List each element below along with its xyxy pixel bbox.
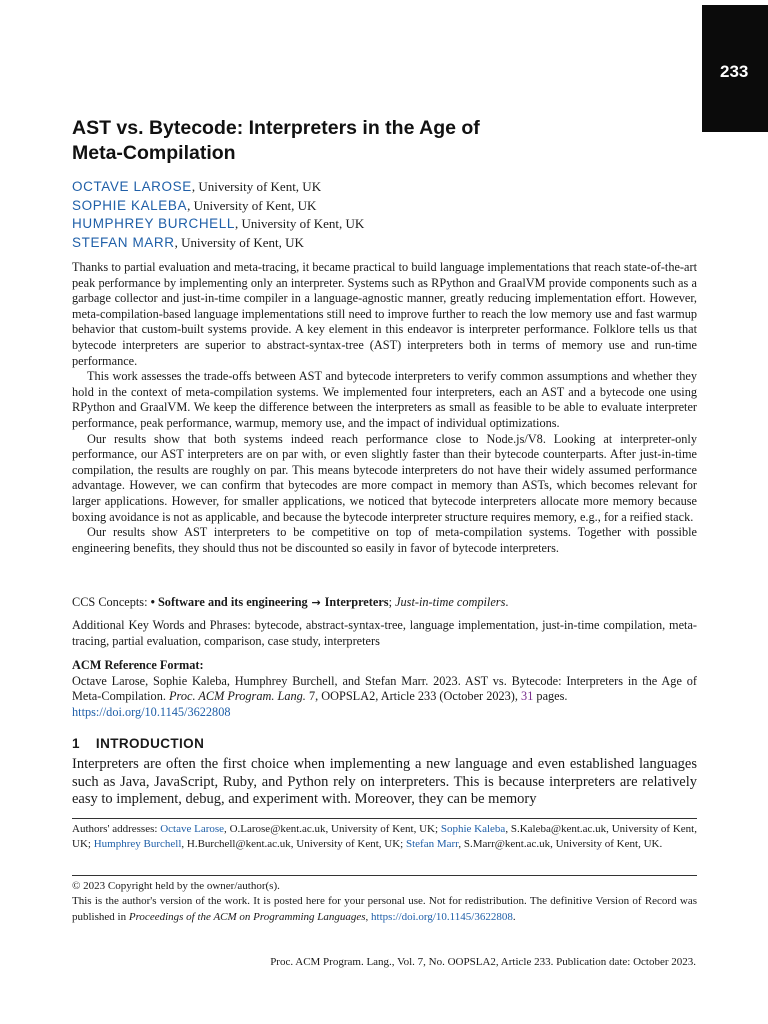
- copyright-line: © 2023 Copyright held by the owner/author(s).: [72, 880, 280, 892]
- author-address-text: , S.Marr@kent.ac.uk, University of Kent, UK.: [458, 838, 663, 851]
- ccs-italic-concept: Just-in-time compilers: [395, 595, 506, 609]
- page-count-link[interactable]: 31: [521, 689, 534, 704]
- copyright-divider: [72, 875, 697, 876]
- authors-addresses-footnote: [72, 822, 697, 853]
- abstract-paragraph: Our results show AST interpreters to be competitive on top of meta-compilation systems. Together with possible engineering benefits, they should thus not be discounted so easily in favor of bytecode interpreters.: [72, 525, 697, 555]
- keywords: Additional Key Words and Phrases: bytecode, abstract-syntax-tree, language implementation, just-in-time compilation, meta-tracing, partial evaluation, comparison, case study, interpreters: [72, 618, 697, 648]
- copyright-text: This is the author's version of the work. It is posted here for your personal use. Not for redistribution. The definitive Version of Record was published in: [72, 895, 697, 923]
- abstract-paragraph: Thanks to partial evaluation and meta-tracing, it became practical to build language implementations that reach state-of-the-art peak performance by implementing only an interpreter. Systems such as RPython and GraalVM provide components such as a garbage collector and just-in-time compiler in a language-agnostic manner, greatly reducing implementation effort. However, meta-compilation-based language implementations still need to improve further to reach the low memory use and fast warmup behavior that custom-built systems provide. A key element in this endeavor is interpreter performance. Folklore tells us that bytecode interpreters are superior to abstract-syntax-tree (AST) interpreters both in terms of memory use and run-time performance.: [72, 260, 697, 368]
- acm-reference-text: pages.: [533, 689, 568, 704]
- section-title: INTRODUCTION: [95, 736, 205, 751]
- author-address-link[interactable]: Humphrey Burchell: [93, 838, 182, 851]
- author-address-text: , S.Kaleba@kent.ac.uk, University of Kent, UK;: [72, 823, 697, 851]
- doi-link[interactable]: https://doi.org/10.1145/3622808: [72, 704, 231, 719]
- author-affiliation: , University of Kent, UK: [191, 179, 322, 194]
- author-address-text: , H.Burchell@kent.ac.uk, University of Kent, UK;: [181, 838, 406, 851]
- ccs-bullet: •: [150, 595, 158, 609]
- copyright-journal: Proceedings of the ACM on Programming Languages: [128, 910, 366, 923]
- acm-reference-text: Octave Larose, Sophie Kaleba, Humphrey Burchell, and Stefan Marr. 2023. AST vs. Bytecode: Interpreters in the Age of Meta-Compilation.: [72, 673, 697, 704]
- copyright-end: .: [512, 910, 516, 923]
- author-address-link[interactable]: Octave Larose: [160, 823, 225, 835]
- page-footer: Proc. ACM Program. Lang., Vol. 7, No. OOPSLA2, Article 233. Publication date: October 2023.: [270, 956, 696, 968]
- author-name-link[interactable]: HUMPHREY BURCHELL: [72, 216, 235, 231]
- author-affiliation: , University of Kent, UK: [235, 216, 365, 231]
- author-affiliation: , University of Kent, UK: [174, 234, 304, 250]
- paper-title: [72, 116, 592, 166]
- abstract-paragraph: Our results show that both systems indeed reach performance close to Node.js/V8. Looking at interpreter-only performance, our AST interpreters are on par with, or even slightly faster than their bytecode counterparts. After just-in-time compilation, the results are roughly on par. This means bytecode interpreters do not have their widely assumed performance advantage. However, we can confirm that bytecodes are more compact in memory than ASTs, which becomes relevant for larger applications. However, for smaller applications, we noticed that bytecode interpreters allocate more memory because boxing avoidance is not as applicable, and because the bytecode interpreter structure requires memory, e.g., for a reified stack.: [72, 431, 697, 524]
- addresses-label: Authors' addresses:: [72, 823, 161, 835]
- author-row: [72, 178, 364, 197]
- page-number-tab: [702, 5, 768, 132]
- author-name-link[interactable]: OCTAVE LAROSE: [72, 179, 192, 194]
- abstract-paragraph: This work assesses the trade-offs between AST and bytecode interpreters to verify common assumptions and whether they hold in the context of meta-compilation systems. We implemented four interpreters, each an AST and a bytecode one using RPython and GraalVM. We keep the difference between the interpreters as small as feasible to be able to evaluate interpreter performance, peak performance, warmup, memory use, and the impact of individual optimizations.: [72, 369, 697, 430]
- acm-reference-journal: Proc. ACM Program. Lang.: [169, 689, 306, 704]
- page-number: 233: [720, 62, 749, 81]
- author-row: [72, 215, 364, 234]
- abstract: [72, 260, 697, 556]
- footnote-divider: [72, 818, 697, 819]
- ccs-subconcept: Interpreters: [324, 595, 389, 609]
- author-affiliation: , University of Kent, UK: [187, 197, 317, 213]
- section-heading: [72, 736, 204, 751]
- introduction-paragraph: Interpreters are often the first choice when implementing a new language and even established languages such as Java, JavaScript, Ruby, and Python rely on interpreters. This is because interpreters are relatively easy to implement, debug, and experiment with. Moreover, they can be memory: [72, 756, 697, 808]
- copyright-separator: ,: [365, 910, 372, 923]
- ccs-concept: Software and its engineering: [157, 595, 308, 609]
- ccs-concepts: [72, 595, 697, 611]
- title-line-1: AST vs. Bytecode: Interpreters in the Age of: [72, 117, 480, 139]
- author-list: [72, 178, 364, 252]
- author-name-link[interactable]: SOPHIE KALEBA: [72, 197, 188, 213]
- author-address-text: , O.Larose@kent.ac.uk, University of Kent, UK;: [224, 823, 441, 835]
- author-address-link[interactable]: Sophie Kaleba: [440, 823, 506, 835]
- author-row: [72, 234, 364, 253]
- author-row: [72, 197, 364, 216]
- acm-reference-text: 7, OOPSLA2, Article 233 (October 2023),: [305, 689, 522, 704]
- acm-reference-heading: ACM Reference Format:: [72, 658, 204, 672]
- title-line-2: Meta-Compilation: [72, 142, 236, 164]
- ccs-separator: ;: [388, 595, 396, 609]
- copyright-doi-link[interactable]: https://doi.org/10.1145/3622808: [371, 910, 513, 923]
- ccs-end: .: [505, 595, 509, 609]
- ccs-label: CCS Concepts:: [72, 595, 151, 609]
- author-address-link[interactable]: Stefan Marr: [405, 838, 459, 851]
- section-number: 1: [72, 736, 80, 751]
- acm-reference-format: [72, 658, 697, 720]
- ccs-arrow: →: [307, 596, 325, 609]
- author-name-link[interactable]: STEFAN MARR: [72, 234, 175, 250]
- copyright-footnote: [72, 879, 697, 925]
